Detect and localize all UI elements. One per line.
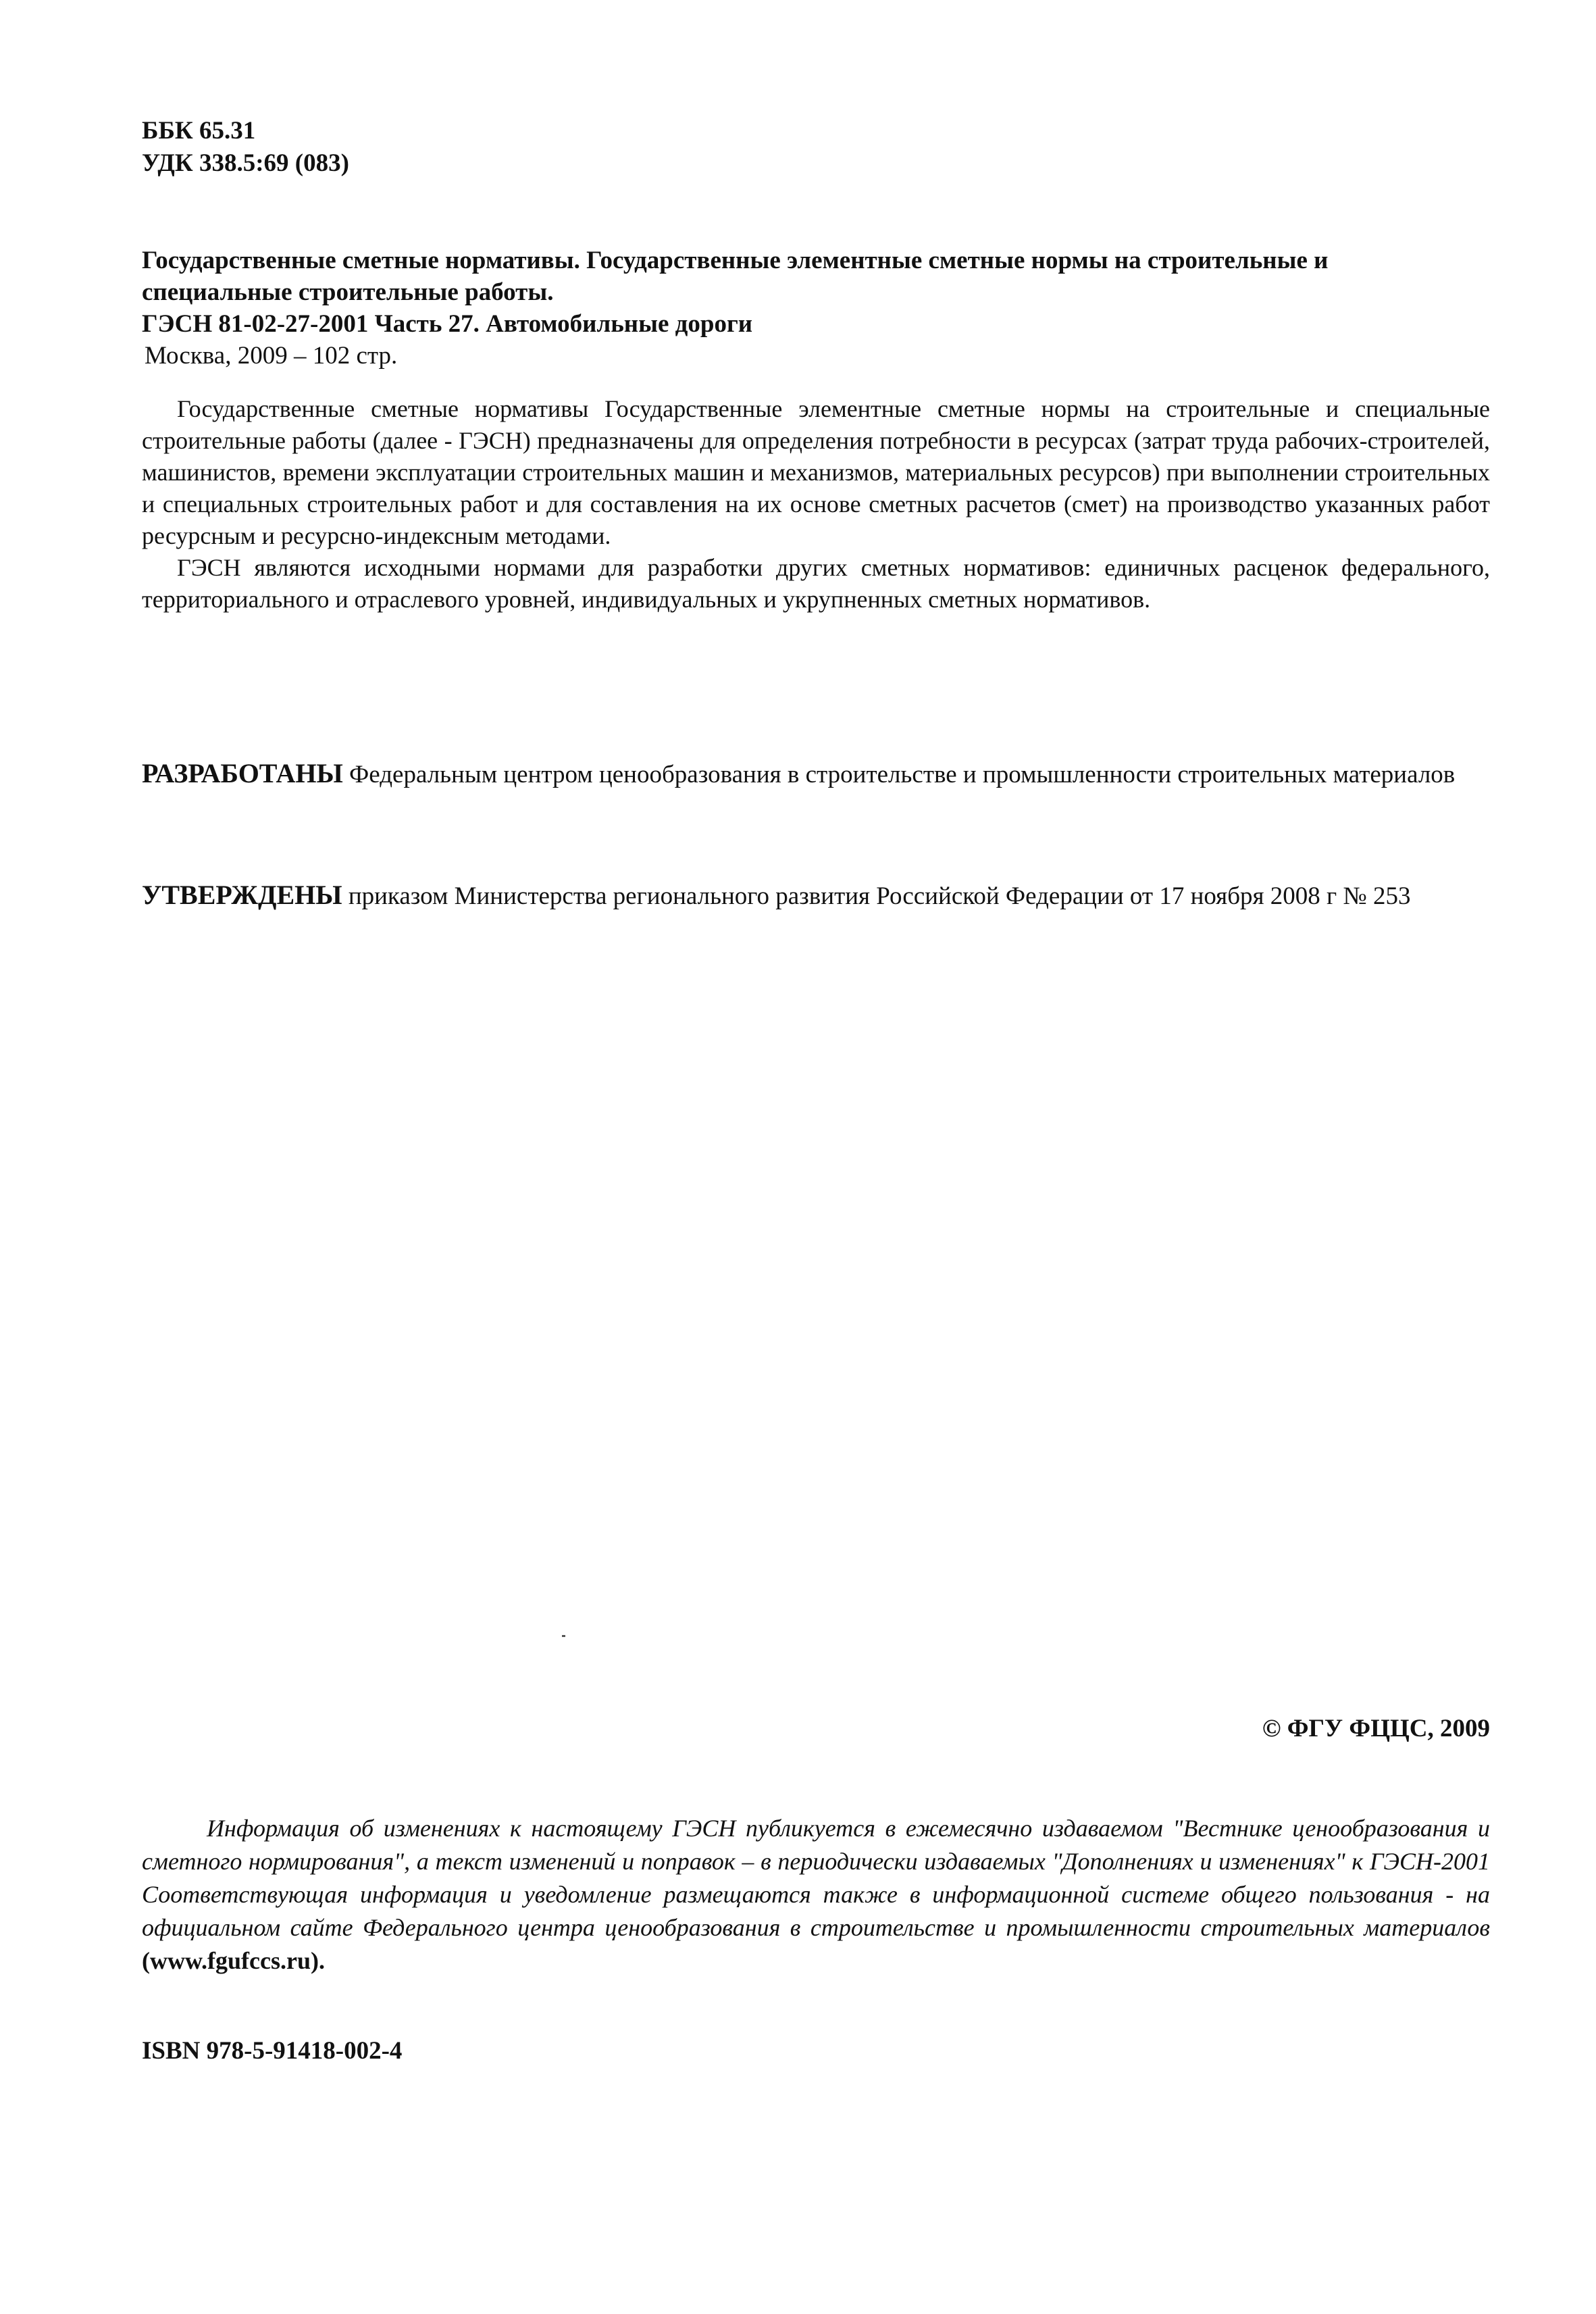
- copyright: © ФГУ ФЦЦС, 2009: [1262, 1715, 1490, 1742]
- approved-by: [142, 878, 1490, 913]
- description-paragraph-2: ГЭСН являются исходными нормами для разработки других сметных нормативов: единичных расценок федерального, территориального и отраслевого уровней, индивидуальных и укрупненных сметных нормативов.: [142, 554, 1490, 613]
- title-block: [142, 245, 1490, 372]
- website-link[interactable]: (www.fgufccs.ru).: [142, 1947, 325, 1974]
- developed-text: Федеральным центром ценообразования в строительстве и промышленности строительных материалов: [349, 761, 1456, 788]
- publication-place: Москва, 2009 – 102 стр.: [145, 342, 398, 370]
- description: [142, 393, 1490, 615]
- document-code: ГЭСН 81-02-27-2001 Часть 27. Автомобильные дороги: [142, 310, 753, 338]
- isbn: ISBN 978-5-91418-002-4: [142, 2037, 403, 2065]
- scan-speck: [562, 1635, 565, 1637]
- update-info-paragraph: [142, 1812, 1490, 1978]
- approved-label: УТВЕРЖДЕНЫ: [142, 880, 342, 910]
- developed-label: РАЗРАБОТАНЫ: [142, 758, 343, 788]
- description-paragraph-1: Государственные сметные нормативы Государственные элементные сметные нормы на строительные и специальные строительные работы (далее - ГЭСН) предназначены для определения потребности в ресурсах (затрат труда рабочих-строителей, машинистов, времени эксплуатации строительных машин и механизмов, материальных ресурсов) при выполнении строительных и специальных строительных работ и для составления на их основе сметных расчетов (смет) на производство указанных работ ресурсным и ресурсно-индексным методами.: [142, 395, 1490, 549]
- title-line-1: Государственные сметные нормативы. Государственные элементные сметные нормы на строительные и: [142, 247, 1329, 274]
- update-info: [142, 1812, 1490, 1978]
- classification-codes: [142, 115, 1490, 180]
- update-info-text: Информация об изменениях к настоящему ГЭСН публикуется в ежемесячно издаваемом "Вестнике ценообразования и сметного нормирования", а текст изменений и поправок – в периодически издаваемых "Дополнениях и изменениях" к ГЭСН-2001 Соответствующая информация и уведомление размещаются также в информационной системе общего пользования - на официальном сайте Федерального центра ценообразования в строительстве и промышленности строительных материалов: [142, 1815, 1490, 1941]
- approved-text: приказом Министерства регионального развития Российской Федерации от 17 ноября 2008 г № 253: [348, 882, 1411, 910]
- udk-code: УДК 338.5:69 (083): [142, 149, 349, 177]
- developed-by: [142, 757, 1490, 791]
- bbk-code: ББК 65.31: [142, 117, 256, 145]
- title-line-2: специальные строительные работы.: [142, 278, 554, 306]
